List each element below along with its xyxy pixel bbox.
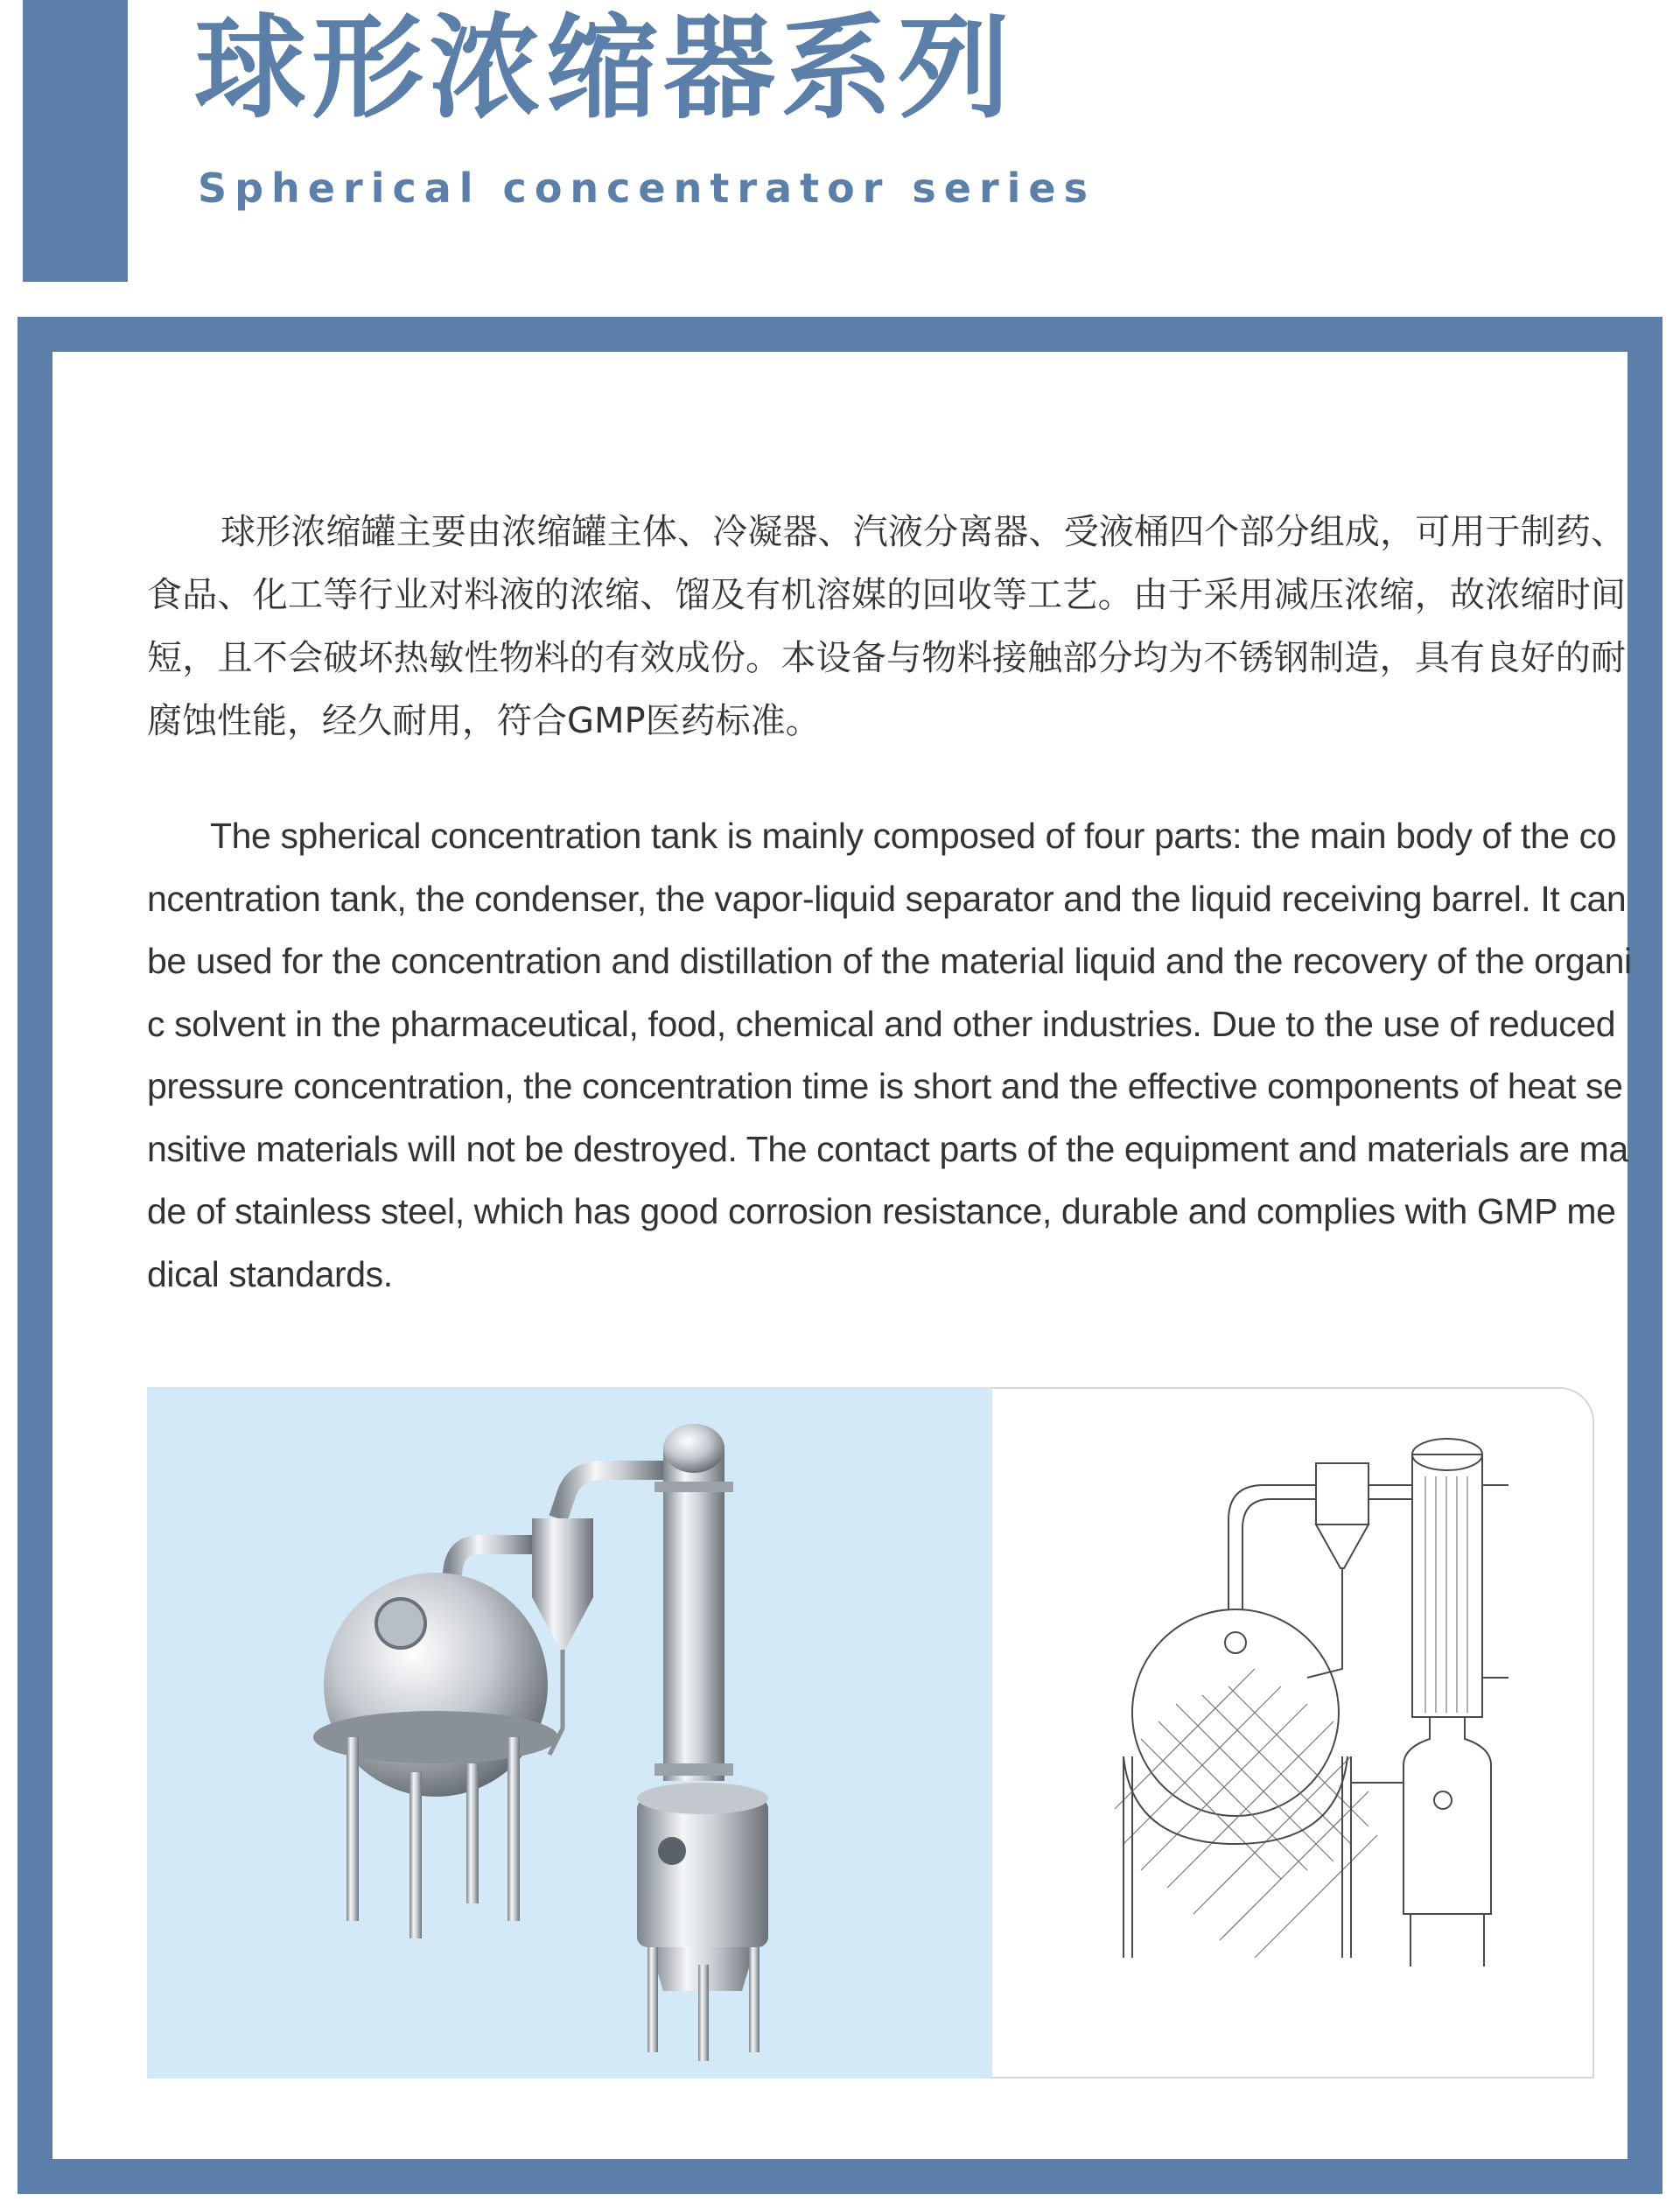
content-frame — [18, 317, 1662, 2194]
description-english: The spherical concentration tank is mainly composed of four parts: the main body of the concentration tank, the condenser, the vapor-liquid separator and the liquid receiving barrel. It can be used for the concentration and distillation of the material liquid and the recovery of the organic solvent in the pharmaceutical, food, chemical and other industries. Due to the use of reduced pressure concentration, the concentration time is short and the effective components of heat sensitive materials will not be destroyed. The contact parts of the equipment and materials are made of stainless steel, which has good corrosion resistance, durable and complies with GMP medical standards. — [147, 816, 1632, 1294]
page-title-chinese: 球形浓缩器系列 — [194, 4, 1016, 134]
concentrator-photo-illustration — [147, 1387, 992, 2078]
content-area — [52, 352, 1632, 2159]
concentrator-line-drawing — [992, 1389, 1594, 2080]
product-photo — [147, 1387, 992, 2078]
technical-drawing — [992, 1387, 1594, 2078]
page-title-english: Spherical concentrator series — [198, 165, 1096, 212]
header-accent-bar — [23, 0, 128, 282]
description-chinese: 球形浓缩罐主要由浓缩罐主体、冷凝器、汽液分离器、受液桶四个部分组成，可用于制药、食品、化工等行业对料液的浓缩、馏及有机溶媒的回收等工艺。由于采用减压浓缩，故浓缩时间短，且不会破坏热敏性物料的有效成份。本设备与物料接触部分均为不锈钢制造，具有良好的耐腐蚀性能，经久耐用，符合GMP医药标准。 — [147, 512, 1626, 741]
